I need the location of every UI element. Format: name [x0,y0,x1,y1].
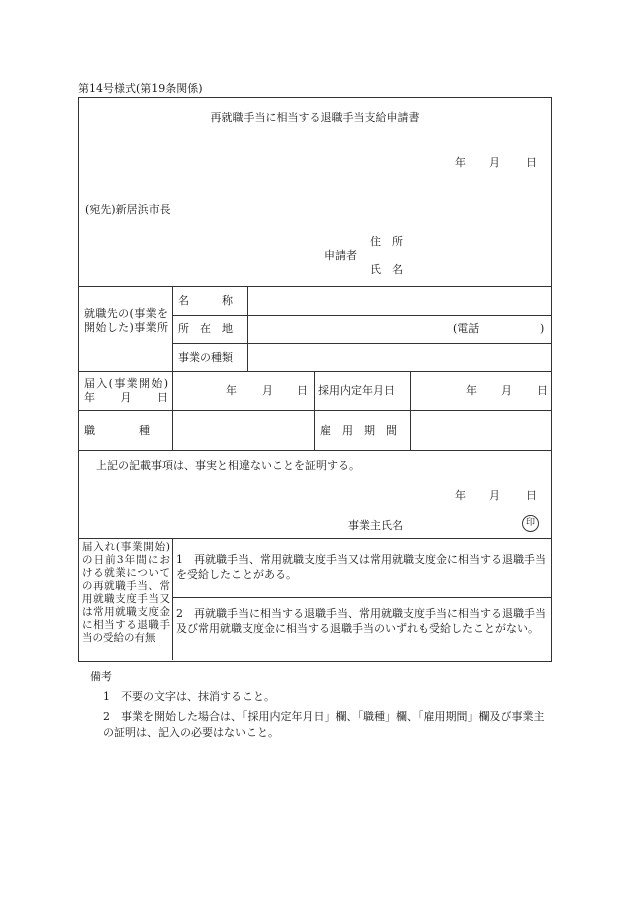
cert-year: 年 [455,489,466,502]
hire-month: 月 [501,384,512,397]
rule [78,538,552,539]
employer-section-label: 就職先の(事業を開始した)事業所 [84,307,168,334]
applicant-name-label: 氏 名 [370,263,403,276]
phone-label: (電話 [453,322,480,335]
rule [78,371,552,372]
employer-name-sign-label: 事業主氏名 [348,519,403,532]
hire-date-label: 採用内定年月日 [318,384,395,397]
rule [78,410,552,411]
history-option-1: 1 再就職手当、常用就職支度手当又は常用就職支度金に相当する退職手当を受給したことがある。 [176,553,546,581]
business-type-label: 事業の種類 [178,351,233,364]
seal-mark: 印 [522,515,539,532]
form-title: 再就職手当に相当する退職手当支給申請書 [210,111,420,124]
rule [314,371,315,450]
job-label: 職 種 [84,424,150,437]
employment-period-label: 雇 用 期 間 [320,424,397,437]
certification-statement: 上記の記載事項は、事実と相違ないことを証明する。 [96,459,360,472]
rule [410,371,411,450]
applicant-label: 申請者 [324,249,357,262]
employer-address-label: 所 在 地 [178,322,233,335]
rule [172,343,552,344]
date-month: 月 [489,156,500,169]
addressee: (宛先)新居浜市長 [85,203,171,216]
rule [78,450,552,451]
hire-day: 日 [537,384,548,397]
start-date-label: 届入(事業開始)年 月 日 [84,377,168,404]
note-item: 1 不要の文字は、抹消すること。 [103,690,275,703]
note-item: 2 事業を開始した場合は、「採用内定年月日」欄、「職種」欄、「雇用期間」欄及び事業主の証明は、記入の必要はないこと。 [103,710,545,739]
rule [172,315,552,316]
rule [172,538,173,660]
rule [247,286,248,371]
hire-year: 年 [466,384,477,397]
start-day: 日 [297,384,308,397]
notes-heading: 備考 [90,670,112,683]
history-option-2: 2 再就職手当に相当する退職手当、常用就職支度手当に相当する退職手当及び常用就職支度金に相当する退職手当のいずれも受給したことがない。 [176,607,546,635]
history-label: 届入れ(事業開始)の日前3年間における就業についての再就職手当、常用就職支度手当又は常用就職支度金に相当する退職手当の受給の有無 [82,541,170,644]
phone-close: ) [540,322,545,335]
cert-month: 月 [489,489,500,502]
form-number: 第14号様式(第19条関係) [78,82,203,95]
applicant-address-label: 住 所 [370,235,403,248]
rule [78,286,552,287]
date-year: 年 [455,156,466,169]
start-month: 月 [262,384,273,397]
date-day: 日 [526,156,537,169]
rule [172,286,173,450]
cert-day: 日 [526,489,537,502]
employer-name-label: 名 称 [178,294,233,307]
rule [172,597,552,598]
start-year: 年 [226,384,237,397]
